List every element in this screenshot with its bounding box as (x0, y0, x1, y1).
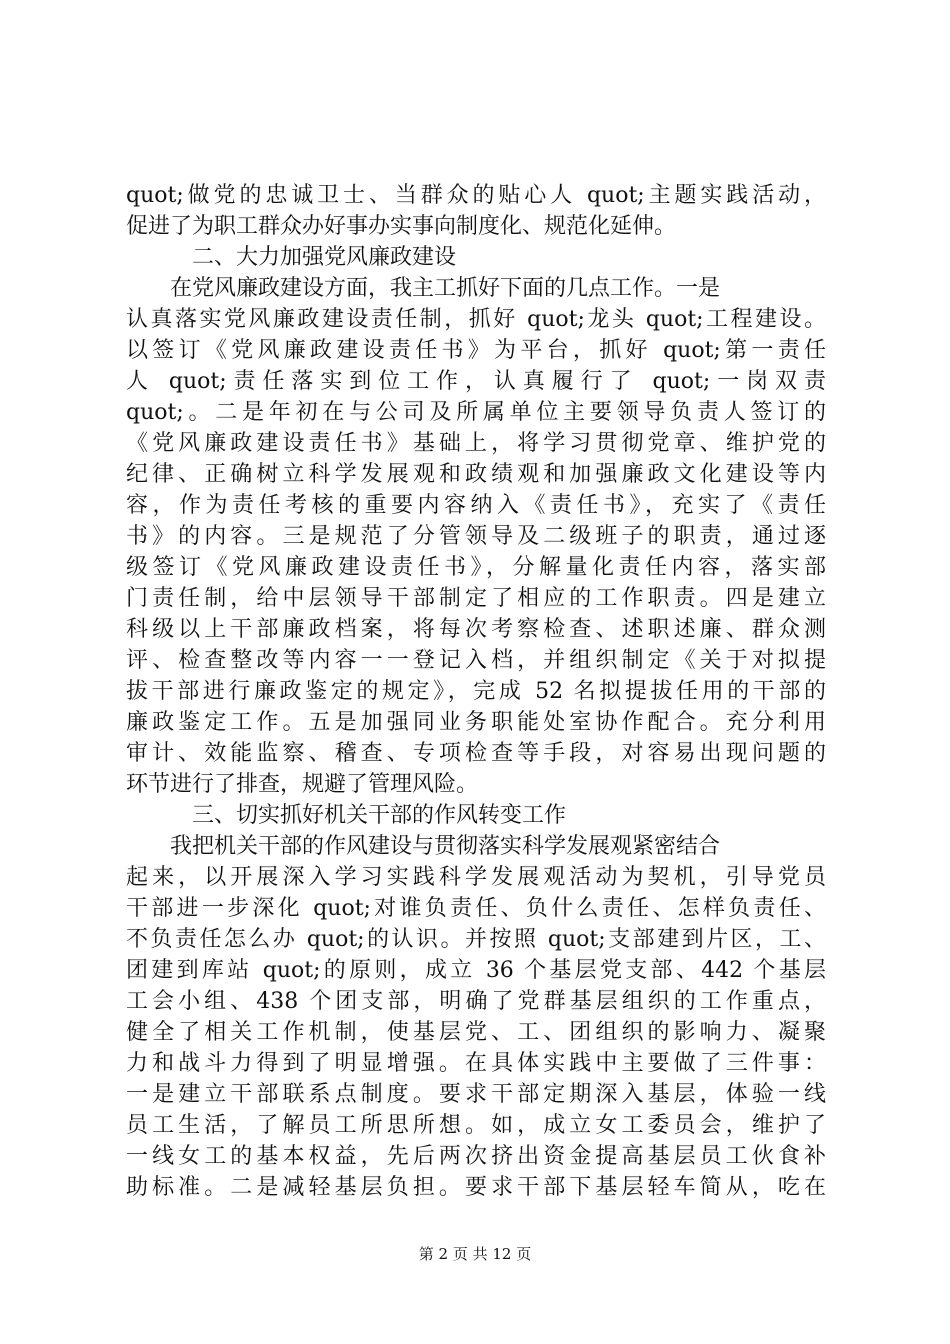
text-line: 级签订《党风廉政建设责任书》，分解量化责任内容，落实部 (126, 555, 826, 580)
text-line: 干部进一步深化 quot;对谁负责任、负什么责任、怎样负责任、 (126, 896, 826, 921)
text-line: 门责任制，给中层领导干部制定了相应的工作职责。四是建立 (126, 586, 826, 611)
heading-line: 二、大力加强党风廉政建设 (192, 245, 457, 270)
text-line: 助标准。二是减轻基层负担。要求干部下基层轻车简从，吃在 (126, 1175, 826, 1200)
document-body (126, 180, 826, 1203)
heading-line: 三、切实抓好机关干部的作风转变工作 (192, 803, 567, 828)
text-line: 力和战斗力得到了明显增强。在具体实践中主要做了三件事： (126, 1051, 826, 1076)
text-line: 起来，以开展深入学习实践科学发展观活动为契机，引导党员 (126, 865, 826, 890)
text-line: 廉政鉴定工作。五是加强同业务职能处室协作配合。充分利用 (126, 710, 826, 735)
text-line: 在党风廉政建设方面，我主工抓好下面的几点工作。一是 (170, 276, 721, 301)
text-line: 工会小组、438 个团支部，明确了党群基层组织的工作重点， (126, 989, 826, 1014)
text-line: 书》的内容。三是规范了分管领导及二级班子的职责，通过逐 (126, 524, 826, 549)
paragraph-continuation (126, 180, 826, 242)
text-line: 《党风廉政建设责任书》基础上，将学习贯彻党章、维护党的 (126, 431, 826, 456)
text-line: 促进了为职工群众办好事办实事向制度化、规范化延伸。 (126, 214, 677, 239)
text-line: 容，作为责任考核的重要内容纳入《责任书》，充实了《责任 (126, 493, 826, 518)
text-line: 拔干部进行廉政鉴定的规定》，完成 52 名拟提拔任用的干部的 (126, 679, 826, 704)
text-line: 不负责任怎么办 quot;的认识。并按照 quot;支部建到片区，工、 (126, 927, 826, 952)
text-line: 一线女工的基本权益，先后两次挤出资金提高基层员工伙食补 (126, 1144, 826, 1169)
section-heading-2 (126, 242, 826, 273)
text-line: 审计、效能监察、稽查、专项检查等手段，对容易出现问题的 (126, 741, 826, 766)
text-line: 健全了相关工作机制，使基层党、工、团组织的影响力、凝聚 (126, 1020, 826, 1045)
text-line: quot;。二是年初在与公司及所属单位主要领导负责人签订的 (126, 400, 826, 425)
text-line: 纪律、正确树立科学发展观和政绩观和加强廉政文化建设等内 (126, 462, 826, 487)
text-line: 科级以上干部廉政档案，将每次考察检查、述职述廉、群众测 (126, 617, 826, 642)
text-line: quot;做党的忠诚卫士、当群众的贴心人 quot;主题实践活动， (126, 183, 826, 208)
text-line: 人 quot;责任落实到位工作，认真履行了 quot;一岗双责 (126, 369, 826, 394)
section-heading-3 (126, 800, 826, 831)
paragraph-work-style (126, 831, 826, 1203)
page-footer (0, 1244, 950, 1264)
text-line: 以签订《党风廉政建设责任书》为平台，抓好 quot;第一责任 (126, 338, 826, 363)
text-line: 团建到库站 quot;的原则，成立 36 个基层党支部、442 个基层 (126, 958, 826, 983)
text-line: 一是建立干部联系点制度。要求干部定期深入基层，体验一线 (126, 1082, 826, 1107)
page-number: 第 2 页 共 12 页 (418, 1245, 532, 1263)
paragraph-integrity (126, 273, 826, 800)
text-line: 认真落实党风廉政建设责任制，抓好 quot;龙头 quot;工程建设。 (126, 307, 826, 332)
text-line: 评、检查整改等内容一一登记入档，并组织制定《关于对拟提 (126, 648, 826, 673)
text-line: 环节进行了排查，规避了管理风险。 (126, 772, 479, 797)
text-line: 我把机关干部的作风建设与贯彻落实科学发展观紧密结合 (170, 834, 721, 859)
text-line: 员工生活，了解员工所思所想。如，成立女工委员会，维护了 (126, 1113, 826, 1138)
